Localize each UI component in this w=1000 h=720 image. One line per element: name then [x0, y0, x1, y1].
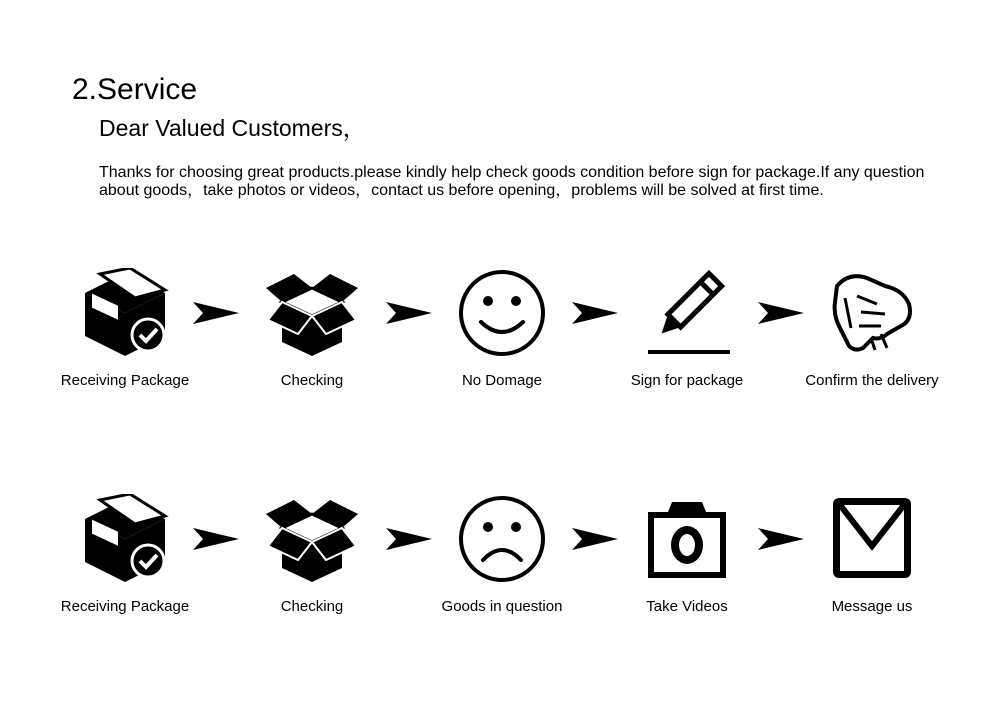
envelope-icon	[827, 494, 917, 584]
greeting-heading: Dear Valued Customers，	[99, 115, 366, 141]
pen-sign-icon	[642, 268, 732, 358]
flow-1-step-confirm	[777, 268, 967, 390]
step-label: Goods in question	[441, 598, 563, 615]
step-label: Checking	[280, 372, 344, 389]
flow-1-step-sign	[592, 268, 782, 390]
sad-face-icon	[457, 494, 547, 584]
step-label: Receiving Package	[60, 598, 190, 615]
step-label: Take Videos	[646, 598, 728, 615]
smiley-face-icon	[457, 268, 547, 358]
step-label: Checking	[280, 598, 344, 615]
step-label: Confirm the delivery	[805, 372, 939, 389]
camera-icon	[642, 494, 732, 584]
open-box-icon	[264, 268, 360, 358]
intro-paragraph: Thanks for choosing great products.please kindly help check goods condition before sign for package.If any question about goods，take photos or videos，contact us before opening，problems will be solved at first time.	[99, 164, 925, 199]
flow-1-step-receiving	[30, 268, 220, 390]
step-label: No Domage	[461, 372, 543, 389]
flow-1-step-no-damage	[407, 268, 597, 390]
handshake-icon	[827, 268, 917, 358]
package-received-icon	[80, 268, 170, 358]
flow-1-step-checking	[217, 268, 407, 390]
section-title: 2.Service	[72, 73, 198, 106]
flow-2-step-message	[777, 494, 967, 616]
flow-2-step-checking	[217, 494, 407, 616]
step-label: Message us	[831, 598, 913, 615]
flow-2-step-receiving	[30, 494, 220, 616]
flow-2-step-question	[407, 494, 597, 616]
package-received-icon	[80, 494, 170, 584]
step-label: Receiving Package	[60, 372, 190, 389]
step-label: Sign for package	[630, 372, 744, 389]
open-box-icon	[264, 494, 360, 584]
flow-2-step-video	[592, 494, 782, 616]
